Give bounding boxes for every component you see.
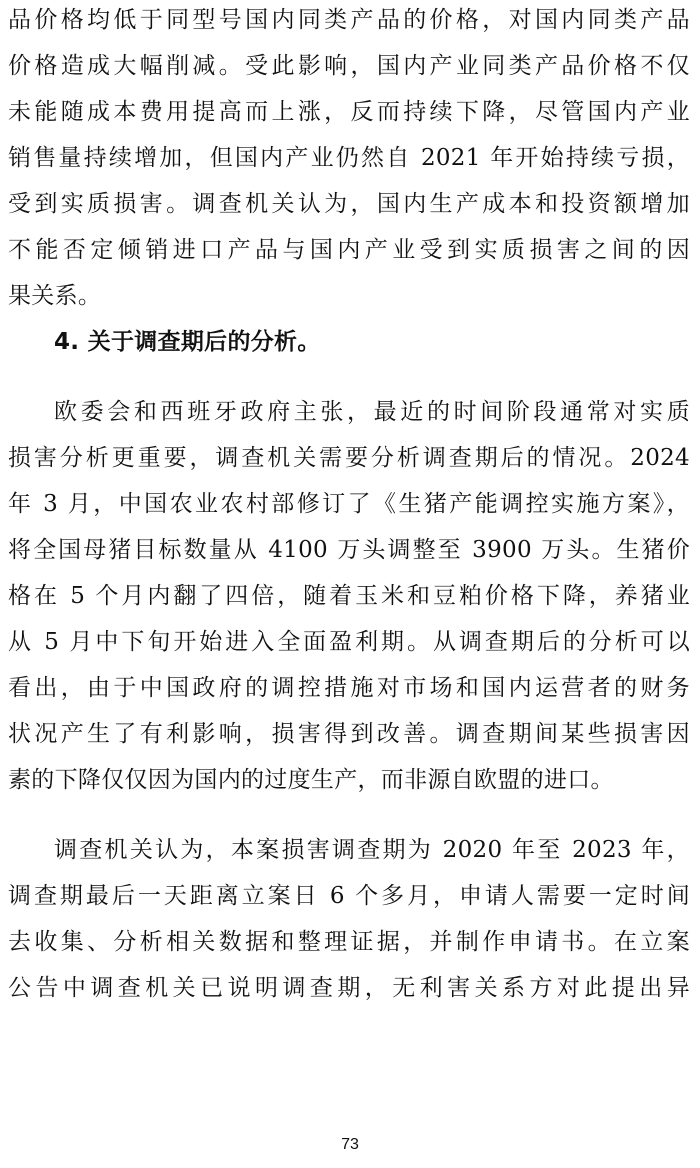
text-line: 受到实质损害。调查机关认为，国内生产成本和投资额增加 <box>8 191 690 217</box>
text-line: 调查期最后一天距离立案日 6 个多月，申请人需要一定时间 <box>8 883 690 909</box>
text-line: 损害分析更重要，调查机关需要分析调查期后的情况。2024 <box>8 445 690 471</box>
text-line: 去收集、分析相关数据和整理证据，并制作申请书。在立案 <box>8 929 690 955</box>
text-line: 公告中调查机关已说明调查期，无利害关系方对此提出异 <box>8 975 690 1001</box>
text-line: 从 5 月中下旬开始进入全面盈利期。从调查期后的分析可以 <box>8 629 690 655</box>
section-heading: 4. 关于调查期后的分析。 <box>54 329 321 355</box>
text-line: 未能随成本费用提高而上涨，反而持续下降，尽管国内产业 <box>8 99 690 125</box>
page-number: 73 <box>341 1136 359 1153</box>
text-line: 素的下降仅仅因为国内的过度生产，而非源自欧盟的进口。 <box>8 767 614 793</box>
text-line: 年 3 月，中国农业农村部修订了《生猪产能调控实施方案》， <box>8 491 690 517</box>
text-line: 格在 5 个月内翻了四倍，随着玉米和豆粕价格下降，养猪业 <box>8 583 690 609</box>
text-line: 调查机关认为，本案损害调查期为 2020 年至 2023 年， <box>54 837 690 863</box>
text-line: 不能否定倾销进口产品与国内产业受到实质损害之间的因 <box>8 237 690 263</box>
text-line: 状况产生了有利影响，损害得到改善。调查期间某些损害因 <box>8 721 690 747</box>
text-line: 销售量持续增加，但国内产业仍然自 2021 年开始持续亏损， <box>8 145 690 171</box>
text-line: 欧委会和西班牙政府主张，最近的时间阶段通常对实质 <box>54 399 690 425</box>
text-line: 将全国母猪目标数量从 4100 万头调整至 3900 万头。生猪价 <box>8 537 690 563</box>
text-line: 品价格均低于同型号国内同类产品的价格，对国内同类产品 <box>8 7 690 33</box>
text-line: 看出，由于中国政府的调控措施对市场和国内运营者的财务 <box>8 675 690 701</box>
text-line: 果关系。 <box>8 283 102 309</box>
text-line: 价格造成大幅削减。受此影响，国内产业同类产品价格不仅 <box>8 53 690 79</box>
